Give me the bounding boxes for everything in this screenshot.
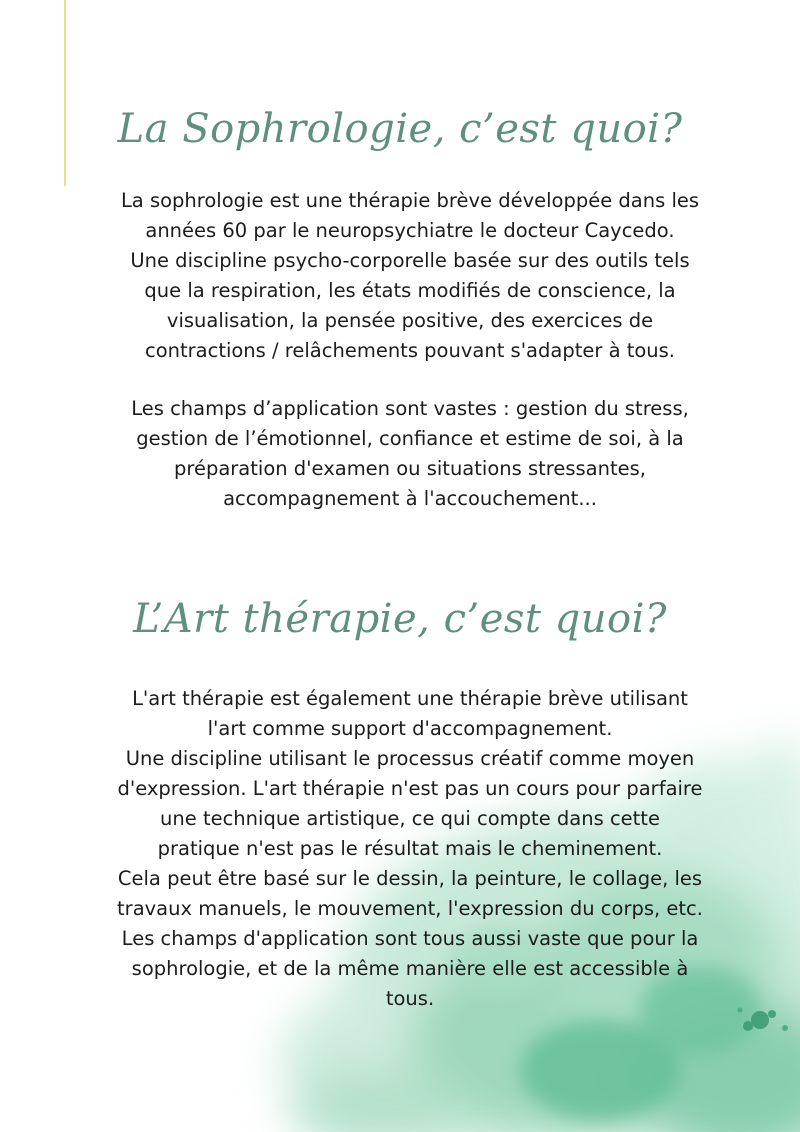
art-therapie-paragraph bbox=[90, 684, 730, 1014]
text-line: La sophrologie est une thérapie brève développée dans les bbox=[120, 189, 700, 212]
text-line: l'art comme support d'accompagnement. bbox=[207, 717, 613, 740]
text-line: travaux manuels, le mouvement, l'expression du corps, etc. bbox=[117, 897, 703, 920]
text-line: d'expression. L'art thérapie n'est pas un cours pour parfaire bbox=[117, 777, 703, 800]
text-line: L'art thérapie est également une thérapie brève utilisant bbox=[132, 687, 688, 710]
sophrologie-intro-paragraph bbox=[90, 186, 730, 366]
sophrologie-applications-paragraph bbox=[90, 394, 730, 514]
text-line: Une discipline utilisant le processus créatif comme moyen bbox=[125, 747, 695, 770]
sophrologie-title: La Sophrologie, c’est quoi? bbox=[117, 106, 683, 152]
text-line: une technique artistique, ce qui compte dans cette bbox=[160, 807, 660, 830]
text-line: visualisation, la pensée positive, des exercices de bbox=[166, 309, 654, 332]
art-therapie-title: L’Art thérapie, c’est quoi? bbox=[133, 596, 667, 642]
text-line: que la respiration, les états modifiés de conscience, la bbox=[144, 279, 676, 302]
text-line: Une discipline psycho-corporelle basée sur des outils tels bbox=[130, 249, 690, 272]
text-line: années 60 par le neuropsychiatre le docteur Caycedo. bbox=[145, 219, 675, 242]
text-line: Les champs d'application sont tous aussi vaste que pour la bbox=[121, 927, 699, 950]
text-line: Cela peut être basé sur le dessin, la peinture, le collage, les bbox=[117, 867, 703, 890]
text-line: tous. bbox=[385, 987, 435, 1010]
text-line: préparation d'examen ou situations stressantes, bbox=[174, 457, 646, 480]
text-line: contractions / relâchements pouvant s'adapter à tous. bbox=[144, 339, 676, 362]
text-line: pratique n'est pas le résultat mais le cheminement. bbox=[157, 837, 663, 860]
text-line: gestion de l’émotionnel, confiance et estime de soi, à la bbox=[136, 427, 684, 450]
text-line: Les champs d’application sont vastes : gestion du stress, bbox=[131, 397, 689, 420]
text-line: accompagnement à l'accouchement... bbox=[223, 487, 597, 510]
text-line: sophrologie, et de la même manière elle est accessible à bbox=[131, 957, 689, 980]
